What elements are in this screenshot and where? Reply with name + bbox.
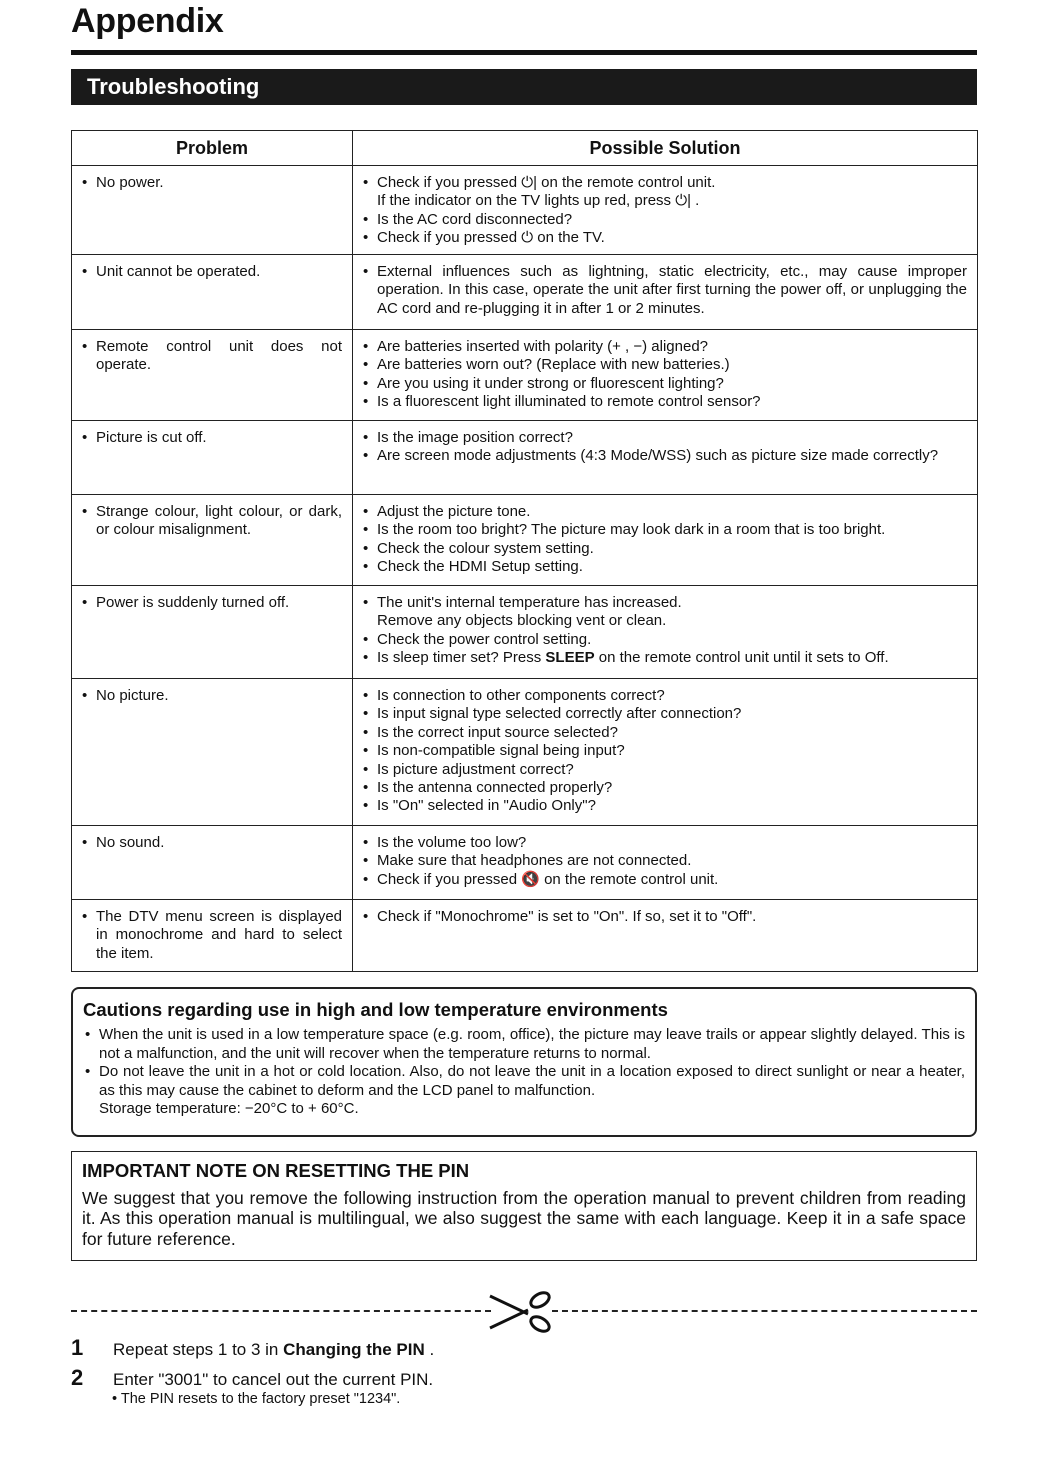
problem-cell <box>72 679 353 826</box>
cut-line <box>71 1310 491 1312</box>
solution-item: • Check if "Monochrome" is set to "On". If so, set it to "Off". <box>361 908 967 926</box>
solution-item: • Check the HDMI Setup setting. <box>361 558 967 576</box>
step-sub-note: • The PIN resets to the factory preset "1234". <box>112 1391 401 1407</box>
solution-cell <box>353 900 978 972</box>
problem-cell <box>72 586 353 679</box>
problem-text: • No power. <box>80 174 342 192</box>
scissors-icon <box>488 1290 552 1334</box>
solution-item: • Make sure that headphones are not connected. <box>361 852 967 870</box>
table-row <box>72 586 978 679</box>
solution-item: • Is input signal type selected correctly after connection? <box>361 705 967 723</box>
solution-cell <box>353 166 978 255</box>
table-row <box>72 166 978 255</box>
caution-title: Cautions regarding use in high and low temperature environments <box>83 999 668 1020</box>
solution-item: If the indicator on the TV lights up red, press ⏻| . <box>377 192 700 210</box>
solution-item: • Are you using it under strong or fluorescent lighting? <box>361 375 967 393</box>
solution-cell <box>353 495 978 586</box>
step-sub-text: The PIN resets to the factory preset "1234". <box>120 1391 401 1407</box>
note-body: We suggest that you remove the following instruction from the operation manual to prevent children from reading it. As this operation manual is multilingual, we also suggest the same with each language. Keep it in a safe space for future reference. <box>82 1187 966 1249</box>
solution-cell <box>353 255 978 330</box>
problem-text: • No sound. <box>80 834 342 852</box>
table-row <box>72 900 978 972</box>
solution-cell <box>353 421 978 495</box>
storage-temperature: Storage temperature: −20°C to + 60°C. <box>99 1100 359 1118</box>
solution-item: • Is a fluorescent light illuminated to remote control sensor? <box>361 393 967 411</box>
solution-cell <box>353 826 978 900</box>
note-title: IMPORTANT NOTE ON RESETTING THE PIN <box>82 1160 470 1181</box>
solution-item: • Check the colour system setting. <box>361 540 967 558</box>
problem-cell <box>72 495 353 586</box>
problem-text: • Picture is cut off. <box>80 429 342 447</box>
problem-cell <box>72 826 353 900</box>
solution-item: • Check if you pressed ⏻| on the remote control unit. <box>361 174 967 192</box>
caution-item: • Do not leave the unit in a hot or cold location. Also, do not leave the unit in a location exposed to direct sunlight or near a heater, as this may cause the cabinet to deform and the LCD panel to malfunction. <box>83 1063 965 1100</box>
problem-cell <box>72 330 353 421</box>
table-row <box>72 495 978 586</box>
caution-item: • When the unit is used in a low temperature space (e.g. room, office), the picture may leave trails or appear slightly delayed. This is not a malfunction, and the unit will recover when the temperature returns to normal. <box>83 1026 965 1063</box>
cut-line <box>552 1310 977 1312</box>
solution-item: • Is "On" selected in "Audio Only"? <box>361 797 967 815</box>
solution-cell <box>353 679 978 826</box>
solution-item: Remove any objects blocking vent or clean. <box>377 612 667 630</box>
solution-item: • The unit's internal temperature has increased. <box>361 594 967 612</box>
problem-cell <box>72 255 353 330</box>
solution-item: • Are batteries worn out? (Replace with new batteries.) <box>361 356 967 374</box>
step-link-changing-pin: Changing the PIN <box>283 1340 425 1359</box>
problem-text: • Unit cannot be operated. <box>80 263 342 281</box>
step-text: Repeat steps 1 to 3 in <box>113 1340 284 1359</box>
solution-item: • Are batteries inserted with polarity (+ , −) aligned? <box>361 338 967 356</box>
solution-item: • Check the power control setting. <box>361 631 967 649</box>
solution-item: • Are screen mode adjustments (4:3 Mode/WSS) such as picture size made correctly? <box>361 447 967 465</box>
header-solution: Possible Solution <box>353 131 978 166</box>
solution-item: • Is picture adjustment correct? <box>361 761 967 779</box>
solution-item: • Is the AC cord disconnected? <box>361 211 967 229</box>
table-row <box>72 421 978 495</box>
solution-item: • Check if you pressed ⏻ on the TV. <box>361 229 967 247</box>
problem-text: • Power is suddenly turned off. <box>80 594 342 612</box>
solution-item: • Is the image position correct? <box>361 429 967 447</box>
solution-cell <box>353 586 978 679</box>
solution-item: • Adjust the picture tone. <box>361 503 967 521</box>
section-title: Troubleshooting <box>71 69 977 105</box>
problem-text: • Remote control unit does not operate. <box>80 338 342 375</box>
pin-note-box <box>71 1151 977 1261</box>
solution-item: • Is the antenna connected properly? <box>361 779 967 797</box>
table-row <box>72 255 978 330</box>
step-text: Enter "3001" to cancel out the current PIN. <box>113 1370 434 1389</box>
solution-item: • Is non-compatible signal being input? <box>361 742 967 760</box>
page-title: Appendix <box>71 2 224 40</box>
solution-cell <box>353 330 978 421</box>
problem-text: • The DTV menu screen is displayed in monochrome and hard to select the item. <box>80 908 342 963</box>
header-problem: Problem <box>72 131 353 166</box>
problem-text: • Strange colour, light colour, or dark, or colour misalignment. <box>80 503 342 540</box>
solution-item: • Is the correct input source selected? <box>361 724 967 742</box>
problem-cell <box>72 900 353 972</box>
problem-cell <box>72 166 353 255</box>
solution-item: • External influences such as lightning, static electricity, etc., may cause improper operation. In this case, operate the unit after first turning the power off, or unplugging the AC cord and re-plugging it in after 1 or 2 minutes. <box>361 263 967 318</box>
caution-box <box>71 987 977 1137</box>
problem-cell <box>72 421 353 495</box>
troubleshooting-table <box>71 130 978 972</box>
solution-item: • Check if you pressed 🔇 on the remote control unit. <box>361 871 967 889</box>
solution-item: • Is the room too bright? The picture may look dark in a room that is too bright. <box>361 521 967 539</box>
problem-text: • No picture. <box>80 687 342 705</box>
title-rule <box>71 50 977 55</box>
step-number: 1 <box>71 1335 84 1360</box>
table-row <box>72 330 978 421</box>
solution-item: • Is the volume too low? <box>361 834 967 852</box>
step-number: 2 <box>71 1365 84 1390</box>
table-row <box>72 679 978 826</box>
table-row <box>72 826 978 900</box>
step-tail: . <box>424 1340 435 1359</box>
solution-item: • Is sleep timer set? Press SLEEP on the remote control unit until it sets to Off. <box>361 649 967 667</box>
solution-item: • Is connection to other components correct? <box>361 687 967 705</box>
